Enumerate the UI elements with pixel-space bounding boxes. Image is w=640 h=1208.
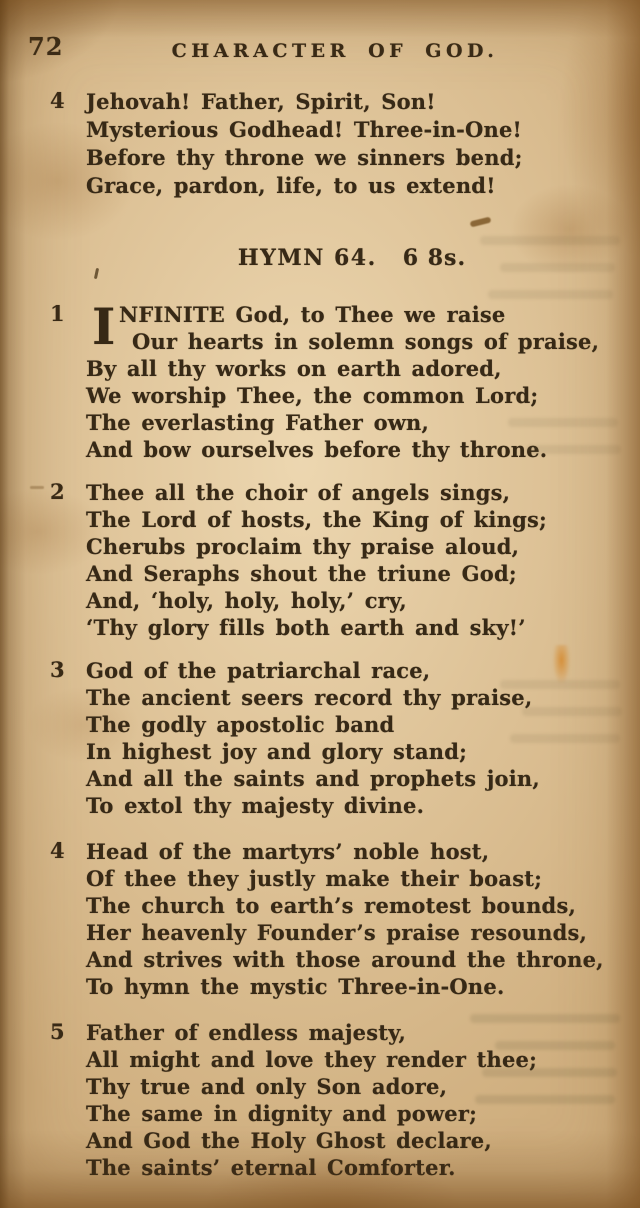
verse-lines bbox=[86, 838, 622, 1000]
verse-lines bbox=[86, 479, 622, 641]
hymn-verse-1 bbox=[50, 297, 622, 463]
verse-line: The ancient seers record thy praise, bbox=[86, 685, 533, 710]
verse-number: 2 bbox=[50, 479, 65, 504]
verse-number: 5 bbox=[50, 1019, 65, 1044]
verse-line: By all thy works on earth adored, bbox=[86, 356, 502, 381]
verse-line: To hymn the mystic Three-in-One. bbox=[86, 974, 505, 999]
verse-number: 1 bbox=[50, 301, 65, 326]
verse-line: Her heavenly Founder’s praise resounds, bbox=[86, 920, 587, 945]
verse-lines bbox=[86, 657, 622, 819]
verse-lines bbox=[86, 297, 622, 463]
verse-lines bbox=[86, 1019, 622, 1181]
verse-number: 4 bbox=[50, 88, 65, 113]
verse-line: The church to earth’s remotest bounds, bbox=[86, 893, 576, 918]
verse-line: Cherubs proclaim thy praise aloud, bbox=[86, 534, 520, 559]
verse-number: 3 bbox=[50, 657, 65, 682]
dropcap-initial: I bbox=[92, 297, 116, 356]
verse-line: And bow ourselves before thy throne. bbox=[86, 437, 548, 462]
hymn-verse-4 bbox=[50, 838, 622, 1000]
hymn-verse-2 bbox=[50, 479, 622, 641]
verse-line: And strives with those around the throne, bbox=[86, 947, 604, 972]
verse-line: Head of the martyrs’ noble host, bbox=[86, 839, 490, 864]
previous-hymn-verse bbox=[50, 88, 622, 200]
verse-line: In highest joy and glory stand; bbox=[86, 739, 468, 764]
verse-line: The same in dignity and power; bbox=[86, 1101, 478, 1126]
verse-line: Before thy throne we sinners bend; bbox=[86, 145, 523, 170]
verse-line: Our hearts in solemn songs of praise, bbox=[132, 329, 600, 354]
hymn-verse-5 bbox=[50, 1019, 622, 1181]
hymn-heading bbox=[66, 244, 638, 272]
verse-lines bbox=[86, 88, 622, 200]
running-title: CHARACTER OF GOD. bbox=[171, 40, 499, 62]
verse-line: And all the saints and prophets join, bbox=[86, 766, 540, 791]
verse-line: The godly apostolic band bbox=[86, 712, 395, 737]
page-content bbox=[50, 88, 622, 1181]
hymn-number: HYMN 64. bbox=[237, 245, 377, 271]
faint-pencil-dash bbox=[30, 486, 44, 489]
verse-number: 4 bbox=[50, 838, 65, 863]
verse-line: Father of endless majesty, bbox=[86, 1020, 407, 1045]
verse-line: Grace, pardon, life, to us extend! bbox=[86, 173, 496, 198]
hymn-verse-3 bbox=[50, 657, 622, 819]
verse-line: All might and love they render thee; bbox=[86, 1047, 538, 1072]
verse-line: The Lord of hosts, the King of kings; bbox=[86, 507, 547, 532]
page-number: 72 bbox=[28, 32, 64, 61]
verse-line: And, ‘holy, holy, holy,’ cry, bbox=[86, 588, 407, 613]
hymn-meter: 6 8s. bbox=[402, 245, 467, 271]
verse-line: NFINITE God, to Thee we raise bbox=[119, 302, 506, 327]
verse-line: The saints’ eternal Comforter. bbox=[86, 1155, 456, 1180]
verse-line: God of the patriarchal race, bbox=[86, 658, 431, 683]
verse-line: We worship Thee, the common Lord; bbox=[86, 383, 539, 408]
verse-line: And God the Holy Ghost declare, bbox=[86, 1128, 492, 1153]
verse-line: Mysterious Godhead! Three-in-One! bbox=[86, 117, 522, 142]
verse-line: To extol thy majesty divine. bbox=[86, 793, 425, 818]
verse-line: ‘Thy glory fills both earth and sky!’ bbox=[86, 615, 526, 640]
verse-line: The everlasting Father own, bbox=[86, 410, 430, 435]
verse-line: Jehovah! Father, Spirit, Son! bbox=[86, 89, 436, 114]
verse-line: Of thee they justly make their boast; bbox=[86, 866, 543, 891]
verse-line: And Seraphs shout the triune God; bbox=[86, 561, 517, 586]
verse-line: Thy true and only Son adore, bbox=[86, 1074, 448, 1099]
verse-line: Thee all the choir of angels sings, bbox=[86, 480, 511, 505]
